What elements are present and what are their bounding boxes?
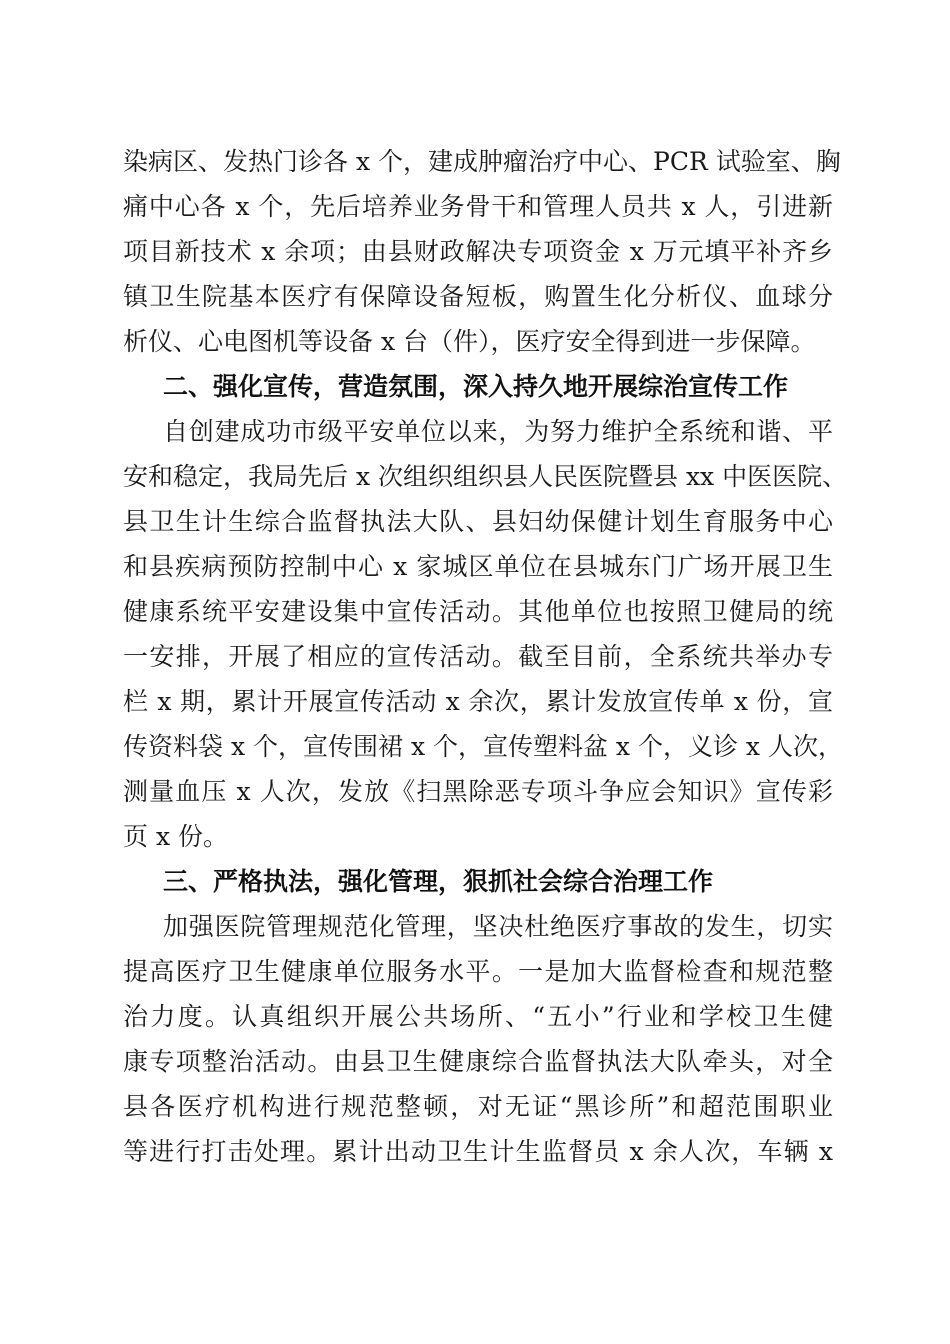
para3-line-5: 县各医疗机构进行规范整顿，对无证“黑诊所”和超范围职业: [123, 1092, 833, 1121]
para2-line-6: 一安排，开展了相应的宣传活动。截至目前，全系统共举办专: [123, 642, 833, 671]
para1-line-1: 染病区、发热门诊各 x 个，建成肿瘤治疗中心、PCR 试验室、胸: [123, 147, 841, 176]
section-heading-3: 三、严格执法，强化管理，狠抓社会综合治理工作: [163, 867, 714, 896]
para1-line-5: 析仪、心电图机等设备 x 台（件），医疗安全得到进一步保障。: [123, 327, 816, 356]
para3-line-4: 康专项整治活动。由县卫生健康综合监督执法大队牵头，对全: [123, 1047, 833, 1076]
para1-line-3: 项目新技术 x 余项；由县财政解决专项资金 x 万元填平补齐乡: [123, 237, 833, 266]
para3-line-1: 加强医院管理规范化管理，坚决杜绝医疗事故的发生，切实: [163, 912, 833, 941]
para1-line-4: 镇卫生院基本医疗有保障设备短板，购置生化分析仪、血球分: [123, 282, 833, 311]
para2-line-4: 和县疾病预防控制中心 x 家城区单位在县城东门广场开展卫生: [123, 552, 833, 581]
para1-line-2: 痛中心各 x 个，先后培养业务骨干和管理人员共 x 人，引进新: [123, 192, 833, 221]
para2-line-8: 传资料袋 x 个，宣传围裙 x 个，宣传塑料盆 x 个，义诊 x 人次，: [123, 732, 843, 761]
para2-line-10: 页 x 份。: [123, 822, 228, 851]
para2-line-5: 健康系统平安建设集中宣传活动。其他单位也按照卫健局的统: [123, 597, 833, 626]
para2-line-1: 自创建成功市级平安单位以来，为努力维护全系统和谐、平: [163, 417, 833, 446]
para2-line-2: 安和稳定，我局先后 x 次组织组织县人民医院暨县 xx 中医医院、: [123, 462, 848, 491]
para3-line-3: 治力度。认真组织开展公共场所、“五小”行业和学校卫生健: [123, 1002, 833, 1031]
section-heading-2: 二、强化宣传，营造氛围，深入持久地开展综治宣传工作: [163, 372, 789, 401]
para2-line-9: 测量血压 x 人次，发放《扫黑除恶专项斗争应会知识》宣传彩: [123, 777, 833, 806]
para3-line-6: 等进行打击处理。累计出动卫生计生监督员 x 余人次，车辆 x: [123, 1137, 833, 1166]
para2-line-7: 栏 x 期，累计开展宣传活动 x 余次，累计发放宣传单 x 份，宣: [123, 687, 833, 716]
para2-line-3: 县卫生计生综合监督执法大队、县妇幼保健计划生育服务中心: [123, 507, 833, 536]
para3-line-2: 提高医疗卫生健康单位服务水平。一是加大监督检查和规范整: [123, 957, 833, 986]
